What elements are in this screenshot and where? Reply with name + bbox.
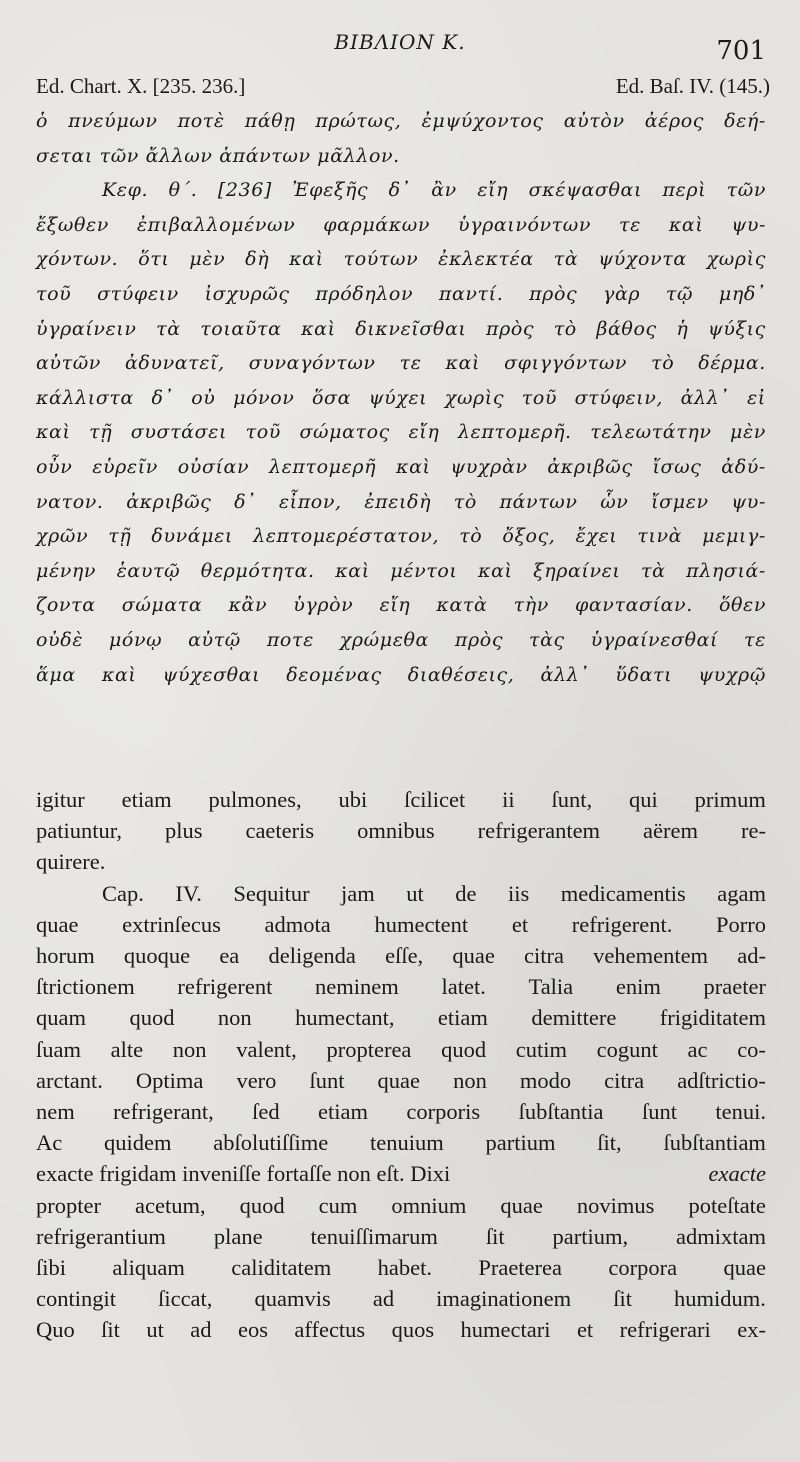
greek-line: τοῦ στύφειν ἰσχυρῶς πρόδηλον παντί. πρὸς γὰρ τῷ μηδ᾽ bbox=[36, 282, 766, 305]
latin-line: igitur etiam pulmones, ubi ſcilicet ii ſunt, qui primum bbox=[36, 787, 766, 812]
greek-line: ἔξωθεν ἐπιβαλλομένων φαρμάκων ὑγραινόντων τε καὶ ψυ- bbox=[36, 213, 766, 236]
greek-line: αὐτῶν ἀδυνατεῖ, συναγόντων τε καὶ σφιγγόντων τὸ δέρμα. bbox=[36, 352, 766, 375]
greek-line: νατον. ἀκριβῶς δ᾽ εἶπον, ἐπειδὴ τὸ πάντων ὧν ἴσμεν ψυ- bbox=[36, 490, 766, 513]
latin-line: quirere. bbox=[36, 849, 106, 875]
latin-line: quae extrinſecus admota humectent et refrigerent. Porro bbox=[36, 911, 766, 937]
latin-line: quam quod non humectant, etiam demittere frigiditatem bbox=[36, 1005, 766, 1031]
latin-line: refrigerantium plane tenuiſſimarum ſit partium, admixtam bbox=[36, 1223, 766, 1249]
greek-line: ζοντα σώματα κἂν ὑγρὸν εἴη κατὰ τὴν φαντασίαν. ὅθεν bbox=[36, 594, 766, 617]
latin-line-with-italic bbox=[36, 1158, 766, 1189]
latin-line: patiuntur, plus caeteris omnibus refrigerantem aërem re- bbox=[36, 818, 766, 844]
greek-line: σεται τῶν ἄλλων ἁπάντων μᾶλλον. bbox=[36, 144, 400, 167]
latin-line: propter acetum, quod cum omnium quae novimus poteſtate bbox=[36, 1192, 766, 1218]
latin-line: ſtrictionem refrigerent neminem latet. Talia enim praeter bbox=[36, 974, 766, 1000]
greek-line: οὖν εὑρεῖν οὐσίαν λεπτομερῆ καὶ ψυχρὰν ἀκριβῶς ἴσως ἀδύ- bbox=[36, 455, 766, 478]
edition-reference-chartier: Ed. Chart. X. [235. 236.] bbox=[36, 74, 246, 98]
latin-line-text: exacte frigidam inveniſſe fortaſſe non eſt. Dixi bbox=[36, 1161, 451, 1187]
greek-line: ἅμα καὶ ψύχεσθαι δεομένας διαθέσεις, ἀλλ᾽ ὕδατι ψυχρῷ bbox=[36, 663, 766, 686]
page-number: 701 bbox=[716, 36, 766, 66]
greek-chapter-heading-line: Κεφ. θ΄. [236] Ἐφεξῆς δ᾽ ἂν εἴη σκέψασθαι περὶ τῶν bbox=[102, 179, 766, 202]
greek-line: κάλλιστα δ᾽ οὐ μόνον ὅσα ψύχει χωρὶς τοῦ στύφειν, ἀλλ᾽ εἰ bbox=[36, 386, 766, 409]
latin-chapter-heading-line: Cap. IV. Sequitur jam ut de iis medicamentis agam bbox=[102, 880, 766, 906]
greek-line: ὁ πνεύμων ποτὲ πάθῃ πρώτως, ἐμψύχοντος αὐτὸν ἀέρος δεή- bbox=[36, 110, 766, 132]
edition-reference-line bbox=[36, 74, 770, 104]
latin-line: ſibi aliquam caliditatem habet. Praeterea corpora quae bbox=[36, 1255, 766, 1281]
greek-line: οὐδὲ μόνῳ αὐτῷ ποτε χρώμεθα πρὸς τὰς ὑγραίνεσθαί τε bbox=[36, 628, 766, 651]
latin-line: arctant. Optima vero ſunt quae non modo citra adſtrictio- bbox=[36, 1067, 766, 1093]
greek-line: ὑγραίνειν τὰ τοιαῦτα καὶ δικνεῖσθαι πρὸς τὸ βάθος ἡ ψύξις bbox=[36, 317, 766, 340]
greek-line: καὶ τῇ συστάσει τοῦ σώματος εἴη λεπτομερῆ. τελεωτάτην μὲν bbox=[36, 421, 766, 444]
latin-line: Ac quidem abſolutiſſime tenuium partium ſit, ſubſtantiam bbox=[36, 1130, 766, 1156]
latin-line: Quo ſit ut ad eos affectus quos humectari et refrigerari ex- bbox=[36, 1317, 766, 1343]
greek-line: χρῶν τῇ δυνάμει λεπτομερέστατον, τὸ ὄξος, ἔχει τινὰ μεμιγ- bbox=[36, 525, 766, 548]
greek-line: μένην ἑαυτῷ θερμότητα. καὶ μέντοι καὶ ξηραίνει τὰ πλησιά- bbox=[36, 559, 766, 582]
latin-line: ſuam alte non valent, propterea quod cutim cogunt ac co- bbox=[36, 1036, 766, 1062]
latin-line: contingit ſiccat, quamvis ad imaginationem ſit humidum. bbox=[36, 1286, 766, 1312]
latin-line: horum quoque ea deligenda eſſe, quae citra vehementem ad- bbox=[36, 943, 766, 969]
latin-line: nem refrigerant, ſed etiam corporis ſubſtantia ſunt tenui. bbox=[36, 1099, 766, 1125]
greek-text-block bbox=[36, 104, 766, 692]
greek-line: χόντων. ὅτι μὲν δὴ καὶ τούτων ἐκλεκτέα τὰ ψύχοντα χωρὶς bbox=[36, 248, 766, 271]
latin-text-block bbox=[36, 784, 766, 1346]
latin-italic-word: exacte bbox=[708, 1161, 766, 1187]
running-title: ΒΙΒΛΙΟΝ Κ. bbox=[334, 30, 466, 54]
edition-reference-basel: Ed. Baſ. IV. (145.) bbox=[615, 74, 770, 98]
